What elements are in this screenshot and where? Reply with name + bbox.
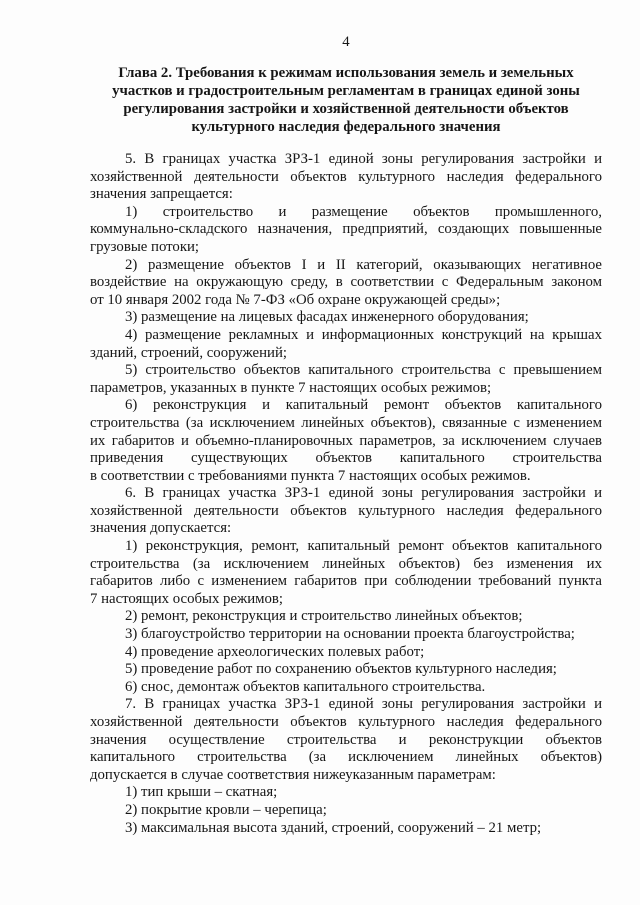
clause-5-item-2 [90,257,602,310]
clause-5-item-6-line: в соответствии с требованиями пункта 7 настоящих особых режимов. [90,467,531,484]
clause-6-item-3 [90,626,602,644]
clause-6-item-1-line: 7 настоящих особых режимов; [90,590,284,607]
clause-6-item-3-line: 3) благоустройство территории на основании проекта благоустройства; [125,626,575,643]
clause-6-intro-line: 6. В границах участка ЗРЗ-1 единой зоны регулирования застройки и [125,485,602,502]
clause-5-intro-line: хозяйственной деятельности объектов культурного наследия федерального [90,168,602,185]
clause-7-item-3 [90,820,602,838]
clause-5-item-1 [90,204,602,257]
clause-6-item-1 [90,538,602,608]
clause-7 [90,696,602,837]
clause-5-item-6-line: их габаритов и объемно-планировочных параметров, за исключением случаев [90,432,602,449]
clause-7-intro-line: капитального строительства (за исключением линейных объектов) [90,749,602,766]
clause-6-item-5 [90,661,602,679]
clause-6-item-4-line: 4) проведение археологических полевых работ; [125,643,425,660]
clause-5-item-5-line: параметров, указанных в пункте 7 настоящих особых режимов; [90,379,492,396]
clause-5 [90,151,602,485]
clause-5-item-1-line: коммунально-складского назначения, предприятий, создающих повышенные [90,221,602,238]
clause-5-item-6-line: строительства (за исключением линейных объектов), связанные с изменением [90,414,602,431]
chapter-heading [90,64,602,136]
clause-5-item-5 [90,362,602,397]
clause-7-intro-line: допускается в случае соответствия нижеуказанным параметрам: [90,766,496,783]
clause-7-intro-line: значения осуществление строительства и реконструкции объектов [90,731,602,748]
clause-6-item-1-line: габаритов либо с изменением габаритов при соблюдении требований пункта [90,573,602,590]
clause-5-item-6-line: 6) реконструкция и капитальный ремонт объектов капитального [125,397,602,414]
clause-5-item-6-line: приведения существующих объектов капитального строительства [90,450,602,467]
heading-line: Глава 2. Требования к режимам использования земель и земельных [118,65,574,81]
clause-6-item-6 [90,679,602,697]
clause-5-intro [90,151,602,204]
clause-5-item-2-line: 2) размещение объектов I и II категорий, оказывающих негативное [125,256,602,273]
clause-6-intro-line: хозяйственной деятельности объектов культурного наследия федерального [90,502,602,519]
clause-7-item-2-line: 2) покрытие кровли – черепица; [125,801,327,818]
clause-5-intro-line: значения запрещается: [90,186,233,203]
clause-7-item-1-line: 1) тип крыши – скатная; [125,784,278,801]
clause-6-intro-line: значения допускается: [90,520,232,537]
clause-6-item-5-line: 5) проведение работ по сохранению объектов культурного наследия; [125,661,557,678]
clause-5-item-4-line: 4) размещение рекламных и информационных конструкций на крышах [125,326,602,343]
clause-7-intro [90,696,602,784]
clause-5-item-6 [90,397,602,485]
page-number: 4 [342,34,350,50]
clause-6-item-2-line: 2) ремонт, реконструкция и строительство линейных объектов; [125,608,523,625]
clause-5-item-3 [90,309,602,327]
document-body [90,151,602,837]
clause-6-item-1-line: 1) реконструкция, ремонт, капитальный ремонт объектов капитального [125,538,602,555]
clause-5-item-4-line: зданий, строений, сооружений; [90,344,287,361]
clause-5-item-1-line: грузовые потоки; [90,238,200,255]
clause-5-item-4 [90,327,602,362]
clause-7-intro-line: хозяйственной деятельности объектов культурного наследия федерального [90,714,602,730]
clause-6-intro [90,485,602,538]
clause-7-intro-line: 7. В границах участка ЗРЗ-1 единой зоны регулирования застройки и [125,696,602,713]
clause-5-item-2-line: воздействие на окружающую среду, в соответствии с Федеральным законом [90,274,602,291]
clause-7-item-1 [90,784,602,802]
clause-7-item-3-line: 3) максимальная высота зданий, строений, сооружений – 21 метр; [125,819,542,836]
clause-6-item-6-line: 6) снос, демонтаж объектов капитального строительства. [125,678,486,695]
clause-6-item-1-line: строительства (за исключением линейных объектов) без изменения их [90,555,602,572]
clause-7-item-2 [90,802,602,820]
clause-6-item-2 [90,608,602,626]
clause-6-item-4 [90,644,602,662]
heading-line: культурного наследия федерального значения [191,119,501,135]
clause-5-intro-line: 5. В границах участка ЗРЗ-1 единой зоны регулирования застройки и [125,151,602,167]
clause-5-item-5-line: 5) строительство объектов капитального строительства с превышением [125,362,602,379]
clause-5-item-2-line: от 10 января 2002 года № 7-ФЗ «Об охране окружающей среды»; [90,291,501,308]
clause-6 [90,485,602,696]
clause-5-item-1-line: 1) строительство и размещение объектов промышленного, [125,203,602,220]
heading-line: участков и градостроительным регламентам в границах единой зоны [112,83,580,99]
heading-line: регулирования застройки и хозяйственной деятельности объектов [123,101,569,117]
clause-5-item-3-line: 3) размещение на лицевых фасадах инженерного оборудования; [125,309,529,326]
